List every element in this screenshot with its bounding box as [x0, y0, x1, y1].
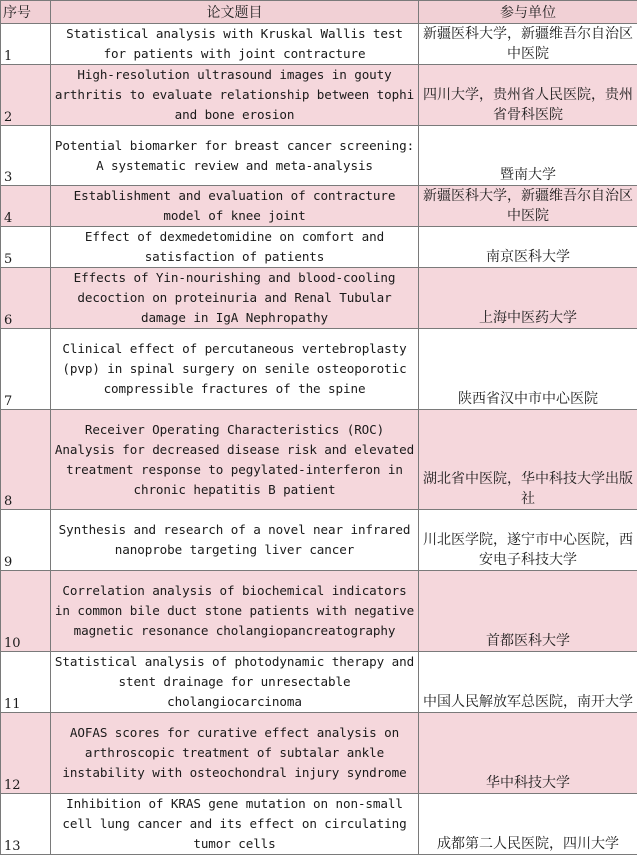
table-row [1, 268, 637, 329]
row-index: 11 [1, 652, 51, 713]
row-title: Potential biomarker for breast cancer screening: A systematic review and meta-analysis [51, 126, 419, 186]
row-unit: 四川大学，贵州省人民医院，贵州省骨科医院 [419, 65, 637, 126]
row-unit: 新疆医科大学，新疆维吾尔自治区中医院 [419, 24, 637, 65]
row-title: Effect of dexmedetomidine on comfort and satisfaction of patients [51, 227, 419, 268]
row-unit: 南京医科大学 [419, 227, 637, 268]
row-title: Statistical analysis of photodynamic therapy and stent drainage for unresectable cholangiocarcinoma [51, 652, 419, 713]
table-row [1, 571, 637, 652]
row-title: Statistical analysis with Kruskal Wallis test for patients with joint contracture [51, 24, 419, 65]
row-unit: 陕西省汉中市中心医院 [419, 329, 637, 410]
table-row [1, 329, 637, 410]
row-unit: 川北医学院，遂宁市中心医院，西安电子科技大学 [419, 510, 637, 571]
table-row [1, 24, 637, 65]
row-title: Inhibition of KRAS gene mutation on non-small cell lung cancer and its effect on circulating tumor cells [51, 794, 419, 855]
row-index: 9 [1, 510, 51, 571]
row-unit: 中国人民解放军总医院，南开大学 [419, 652, 637, 713]
row-title: AOFAS scores for curative effect analysis on arthroscopic treatment of subtalar ankle instability with osteochondral injury syndrome [51, 713, 419, 794]
column-header-title: 论文题目 [51, 1, 419, 24]
table-row [1, 65, 637, 126]
row-title: Establishment and evaluation of contracture model of knee joint [51, 186, 419, 227]
row-index: 5 [1, 227, 51, 268]
row-unit: 湖北省中医院，华中科技大学出版社 [419, 410, 637, 510]
row-title: Effects of Yin-nourishing and blood-cooling decoction on proteinuria and Renal Tubular damage in IgA Nephropathy [51, 268, 419, 329]
row-unit: 首都医科大学 [419, 571, 637, 652]
table-row [1, 227, 637, 268]
row-index: 1 [1, 24, 51, 65]
row-index: 3 [1, 126, 51, 186]
row-title: Correlation analysis of biochemical indicators in common bile duct stone patients with negative magnetic resonance cholangiopancreatography [51, 571, 419, 652]
row-title: Synthesis and research of a novel near infrared nanoprobe targeting liver cancer [51, 510, 419, 571]
row-index: 13 [1, 794, 51, 855]
table-row [1, 713, 637, 794]
row-unit: 华中科技大学 [419, 713, 637, 794]
row-index: 12 [1, 713, 51, 794]
column-header-index: 序号 [1, 1, 51, 24]
row-index: 8 [1, 410, 51, 510]
header-row [1, 1, 637, 24]
table-row [1, 186, 637, 227]
table-row [1, 652, 637, 713]
column-header-unit: 参与单位 [419, 1, 637, 24]
row-title: Receiver Operating Characteristics (ROC) Analysis for decreased disease risk and elevated treatment response to pegylated-interferon in chronic hepatitis B patient [51, 410, 419, 510]
row-unit: 新疆医科大学，新疆维吾尔自治区中医院 [419, 186, 637, 227]
row-index: 7 [1, 329, 51, 410]
row-index: 2 [1, 65, 51, 126]
table-row [1, 126, 637, 186]
row-title: Clinical effect of percutaneous vertebroplasty (pvp) in spinal surgery on senile osteoporotic compressible fractures of the spine [51, 329, 419, 410]
table-row [1, 794, 637, 855]
row-index: 4 [1, 186, 51, 227]
row-index: 10 [1, 571, 51, 652]
row-title: High-resolution ultrasound images in gouty arthritis to evaluate relationship between tophi and bone erosion [51, 65, 419, 126]
row-unit: 暨南大学 [419, 126, 637, 186]
row-unit: 上海中医药大学 [419, 268, 637, 329]
row-index: 6 [1, 268, 51, 329]
table-row [1, 410, 637, 510]
table-row [1, 510, 637, 571]
row-unit: 成都第二人民医院，四川大学 [419, 794, 637, 855]
